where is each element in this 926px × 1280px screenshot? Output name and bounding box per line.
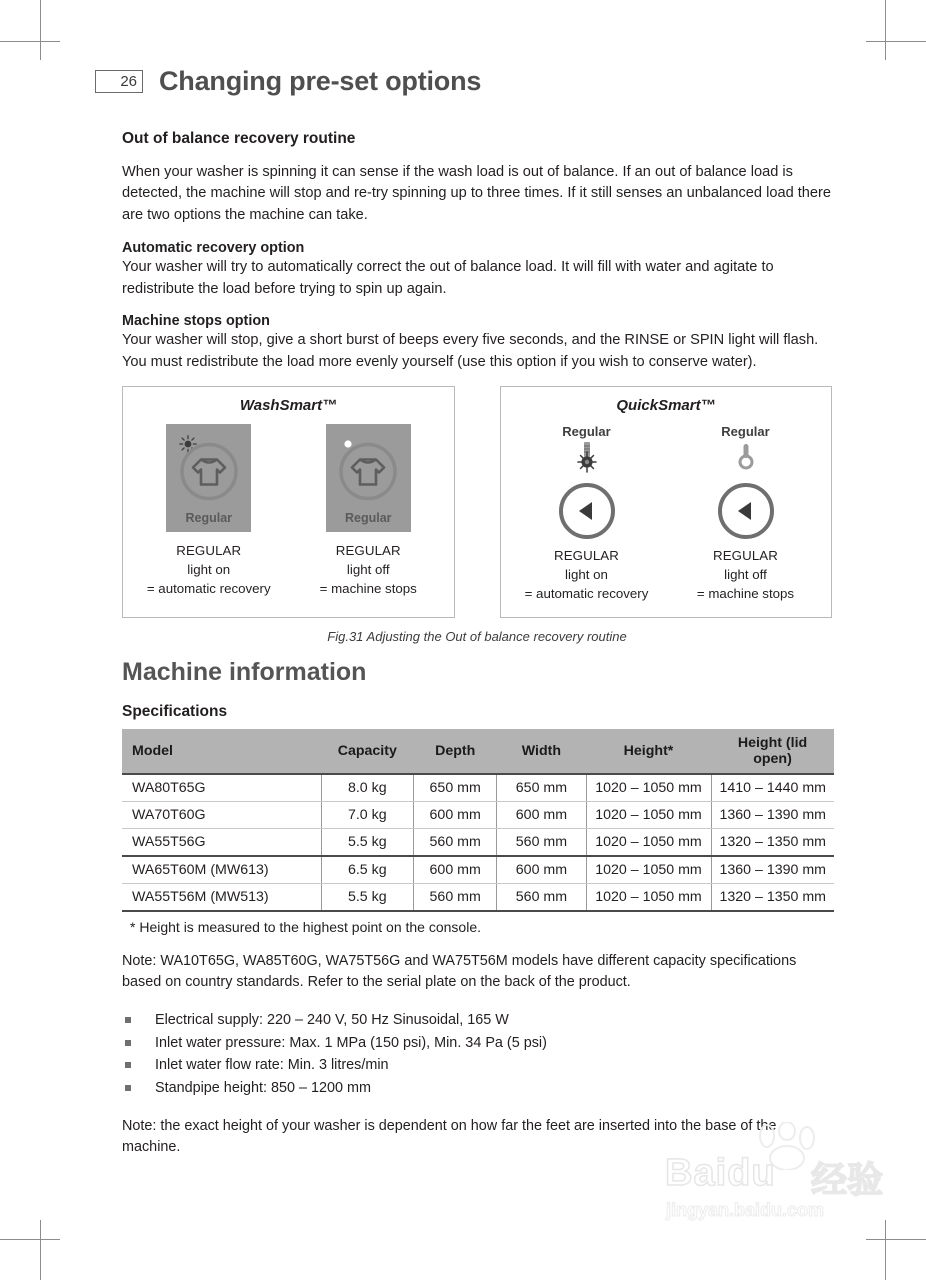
washsmart-light-on-caption (147, 542, 271, 599)
cell-height: 1020 – 1050 mm (586, 856, 711, 884)
capacity-note: Note: WA10T65G, WA85T60G, WA75T56G and WA75T56M models have different capacity specifications based on country standards. Refer to the serial plate on the back of the product. (122, 953, 797, 990)
caption-line-1: REGULAR (713, 548, 778, 564)
cell-height: 1020 – 1050 mm (586, 829, 711, 857)
caption-line-3: = automatic recovery (146, 580, 271, 596)
list-item: Standpipe height: 850 – 1200 mm (122, 1077, 832, 1100)
column-header-model: Model (122, 729, 321, 774)
crop-mark-top-left-vertical (40, 0, 41, 60)
page-content (122, 130, 832, 1158)
cell-height-lid-open: 1320 – 1350 mm (711, 829, 834, 857)
list-item: Inlet water pressure: Max. 1 MPa (150 psi), Min. 34 Pa (5 psi) (122, 1032, 832, 1055)
led-on-icon (572, 441, 602, 480)
list-item: Inlet water flow rate: Min. 3 litres/min (122, 1054, 832, 1077)
figure-caption: Fig.31 Adjusting the Out of balance recovery routine (327, 629, 627, 645)
cell-height: 1020 – 1050 mm (586, 884, 711, 912)
cell-model: WA55T56G (122, 829, 321, 857)
figure-panels (122, 386, 832, 618)
quicksmart-light-on-option (512, 424, 662, 604)
cell-model: WA80T65G (122, 774, 321, 802)
cell-capacity: 6.5 kg (321, 856, 413, 884)
cell-model: WA55T56M (MW513) (122, 884, 321, 912)
section-heading: Out of balance recovery routine (122, 130, 356, 147)
quicksmart-light-off-caption (697, 547, 794, 604)
dial-arrow-icon (556, 480, 618, 547)
column-header-width: Width (497, 729, 586, 774)
cell-height-lid-open: 1360 – 1390 mm (711, 802, 834, 829)
table-header-row (122, 729, 834, 774)
cell-capacity: 5.5 kg (321, 884, 413, 912)
table-row (122, 884, 834, 912)
list-item: Electrical supply: 220 – 240 V, 50 Hz Sinusoidal, 165 W (122, 1009, 832, 1032)
column-header-capacity: Capacity (321, 729, 413, 774)
caption-line-3: = machine stops (319, 580, 417, 596)
table-row (122, 802, 834, 829)
quicksmart-dial-lit[interactable] (556, 441, 618, 545)
caption-line-2: light on (187, 561, 231, 577)
crop-mark-top-right-vertical (885, 0, 886, 60)
washsmart-figure-box (122, 386, 455, 618)
crop-mark-bottom-right-vertical (885, 1220, 886, 1280)
cell-height: 1020 – 1050 mm (586, 774, 711, 802)
cell-capacity: 8.0 kg (321, 774, 413, 802)
page-header (95, 66, 481, 97)
quicksmart-figure-box (500, 386, 832, 618)
washsmart-pad-label: Regular (185, 511, 233, 526)
crop-mark-bottom-left-vertical (40, 1220, 41, 1280)
crop-mark-top-left-horizontal (0, 41, 60, 42)
quicksmart-dial-unlit[interactable] (715, 441, 777, 545)
crop-mark-top-right-horizontal (866, 41, 926, 42)
caption-line-3: = machine stops (696, 585, 795, 601)
cell-model: WA70T60G (122, 802, 321, 829)
automatic-recovery-paragraph: Your washer will try to automatically correct the out of balance load. It will fill with water and agitate to redistribute the load before trying to spin up again. (122, 259, 774, 297)
tshirt-icon (336, 440, 400, 509)
cell-depth: 600 mm (414, 802, 497, 829)
washsmart-pad-label: Regular (344, 511, 392, 526)
cell-capacity: 5.5 kg (321, 829, 413, 857)
page-number: 26 (95, 70, 143, 93)
crop-mark-bottom-right-horizontal (866, 1239, 926, 1240)
machine-stops-heading: Machine stops option (122, 313, 270, 330)
section-intro-paragraph: When your washer is spinning it can sense if the wash load is out of balance. If an out of balance load is detected, the machine will stop and re-try spinning up to three times. If it still senses an unbalanced load there are two options the machine can take. (122, 164, 832, 223)
baidu-url-text: jingyan.baidu.com (666, 1200, 825, 1220)
cell-width: 600 mm (497, 856, 586, 884)
cell-depth: 600 mm (414, 856, 497, 884)
machine-stops-paragraph: Your washer will stop, give a short burst of beeps every five seconds, and the RINSE or SPIN light will flash. You must redistribute the load more evenly yourself (use this option if you wish to conserve water). (122, 332, 819, 370)
cell-height-lid-open: 1410 – 1440 mm (711, 774, 834, 802)
table-footnote: * Height is measured to the highest point on the console. (130, 919, 481, 936)
cell-width: 650 mm (497, 774, 586, 802)
caption-line-2: light on (565, 566, 608, 582)
crop-mark-bottom-left-horizontal (0, 1239, 60, 1240)
column-header-height-lid-open: Height (lid open) (711, 729, 834, 774)
cell-height: 1020 – 1050 mm (586, 802, 711, 829)
quicksmart-regular-label: Regular (721, 424, 770, 440)
cell-height-lid-open: 1360 – 1390 mm (711, 856, 834, 884)
tshirt-icon (177, 440, 241, 509)
caption-line-1: REGULAR (554, 548, 619, 564)
baidu-chinese-text: 经验 (811, 1159, 884, 1200)
cell-height-lid-open: 1320 – 1350 mm (711, 884, 834, 912)
washsmart-regular-button-unlit[interactable] (326, 424, 411, 532)
washsmart-regular-button-lit[interactable] (166, 424, 251, 532)
automatic-recovery-heading: Automatic recovery option (122, 240, 305, 257)
washsmart-title: WashSmart™ (239, 397, 338, 415)
washsmart-light-on-option (134, 424, 284, 599)
quicksmart-light-off-option (671, 424, 821, 604)
cell-model: WA65T60M (MW613) (122, 856, 321, 884)
height-note: Note: the exact height of your washer is dependent on how far the feet are inserted into the base of the machine. (122, 1117, 777, 1155)
caption-line-3: = automatic recovery (524, 585, 649, 601)
washsmart-light-off-caption (320, 542, 417, 599)
cell-width: 600 mm (497, 802, 586, 829)
cell-depth: 650 mm (414, 774, 497, 802)
machine-information-heading: Machine information (122, 658, 367, 687)
page-title: Changing pre-set options (159, 66, 482, 96)
technical-specs-list (122, 1009, 832, 1100)
caption-line-2: light off (346, 561, 390, 577)
specifications-table (122, 729, 834, 912)
quicksmart-regular-label: Regular (562, 424, 611, 440)
dial-arrow-icon (715, 480, 777, 547)
specifications-heading: Specifications (122, 703, 228, 721)
table-row (122, 829, 834, 857)
quicksmart-light-on-caption (525, 547, 649, 604)
caption-line-2: light off (724, 566, 767, 582)
cell-width: 560 mm (497, 884, 586, 912)
led-off-icon (731, 441, 761, 480)
cell-capacity: 7.0 kg (321, 802, 413, 829)
cell-depth: 560 mm (414, 884, 497, 912)
caption-line-1: REGULAR (335, 543, 401, 559)
cell-depth: 560 mm (414, 829, 497, 857)
baidu-brand-text: Baidu (665, 1152, 776, 1194)
caption-line-1: REGULAR (176, 543, 242, 559)
washsmart-light-off-option (293, 424, 443, 599)
table-row (122, 856, 834, 884)
cell-width: 560 mm (497, 829, 586, 857)
table-row (122, 774, 834, 802)
quicksmart-title: QuickSmart™ (616, 397, 716, 415)
column-header-depth: Depth (414, 729, 497, 774)
column-header-height: Height* (586, 729, 711, 774)
